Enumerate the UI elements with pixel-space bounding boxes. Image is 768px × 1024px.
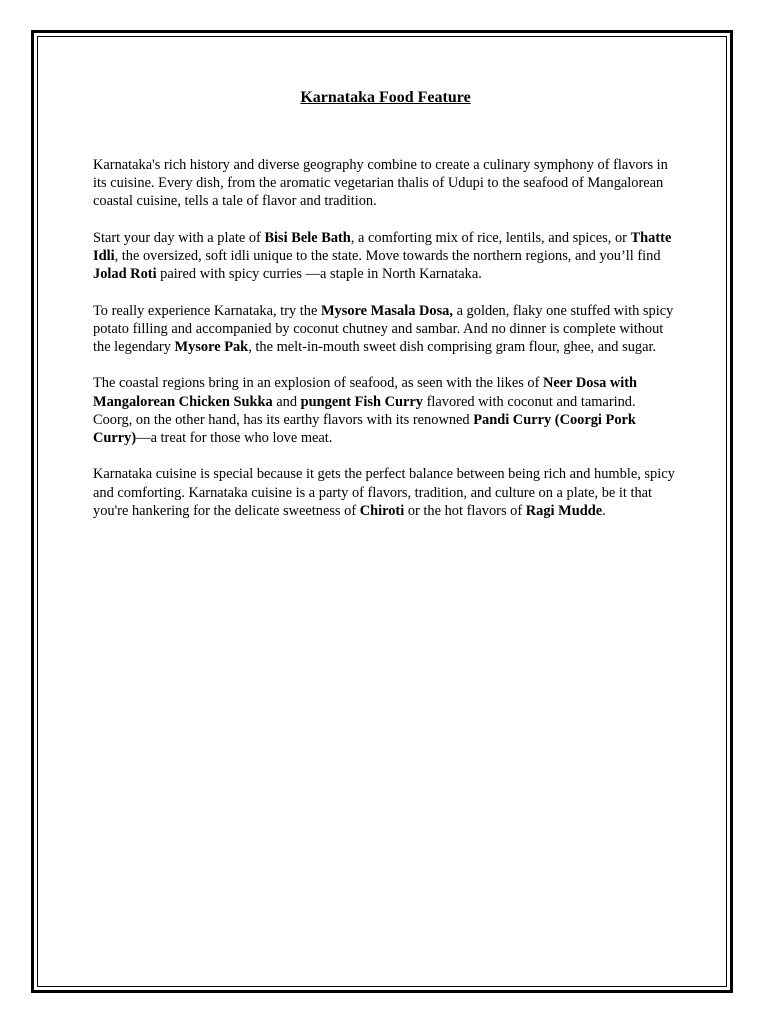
paragraph-text: or the hot flavors of bbox=[404, 502, 526, 519]
document-body bbox=[93, 86, 678, 538]
paragraph-text: —a treat for those who love meat. bbox=[136, 430, 333, 446]
dish-name: Chiroti bbox=[359, 502, 405, 519]
paragraph-text: a golden, flaky one stuffed with spicy potato filling and accompanied by coconut chutney and sambar. And no dinner is complete without the legendary bbox=[93, 302, 674, 355]
paragraph-1 bbox=[93, 156, 678, 211]
dish-name: Thatte Idli bbox=[93, 229, 672, 264]
paragraph-text: and bbox=[272, 393, 301, 410]
paragraph-text: , the oversized, soft idli unique to the state. Move towards the northern regions, and you’ll find bbox=[114, 248, 661, 264]
paragraph-text: paired with spicy curries —a staple in North Karnataka. bbox=[156, 266, 482, 283]
paragraph-text: . bbox=[602, 502, 606, 519]
paragraph-text: To really experience Karnataka, try the bbox=[93, 302, 321, 319]
paragraph-text: , the melt-in-mouth sweet dish comprising gram flour, ghee, and sugar. bbox=[248, 339, 657, 355]
paragraph-text: Karnataka's rich history and diverse geography combine to create a culinary symphony of flavors in its cuisine. Every dish, from the aromatic vegetarian thalis of Udupi to the seafood of Mangalorean coastal cuisine, tells a tale of flavor and tradition. bbox=[93, 157, 668, 210]
paragraph-text: Start your day with a plate of bbox=[93, 229, 265, 246]
dish-name: Ragi Mudde bbox=[525, 502, 603, 519]
paragraph-text: , a comforting mix of rice, lentils, and spices, or bbox=[350, 229, 631, 246]
dish-name: Mysore Masala Dosa, bbox=[320, 302, 453, 319]
dish-name: Jolad Roti bbox=[93, 266, 157, 283]
document-title: Karnataka Food Feature bbox=[300, 89, 471, 106]
paragraph-5 bbox=[93, 465, 678, 520]
dish-name: Bisi Bele Bath bbox=[264, 229, 351, 246]
paragraph-text: flavored with coconut and tamarind. Coorg, on the other hand, has its earthy flavors with its renowned bbox=[93, 393, 636, 428]
dish-name: pungent Fish Curry bbox=[300, 393, 423, 410]
dish-name: Neer Dosa with Mangalorean Chicken Sukka bbox=[93, 375, 638, 410]
dish-name: Mysore Pak bbox=[174, 339, 249, 355]
paragraph-text: Karnataka cuisine is special because it gets the perfect balance between being rich and humble, spicy and comforting. Karnataka cuisine is a party of flavors, tradition, and culture on a plate, be it that you're hankering for the delicate sweetness of bbox=[93, 466, 675, 519]
paragraph-list bbox=[93, 156, 678, 520]
paragraph-2 bbox=[93, 229, 678, 284]
paragraph-text: The coastal regions bring in an explosion of seafood, as seen with the likes of bbox=[93, 375, 543, 392]
dish-name: Pandi Curry (Coorgi Pork Curry) bbox=[93, 411, 636, 446]
paragraph-4 bbox=[93, 374, 678, 447]
paragraph-3 bbox=[93, 302, 678, 357]
